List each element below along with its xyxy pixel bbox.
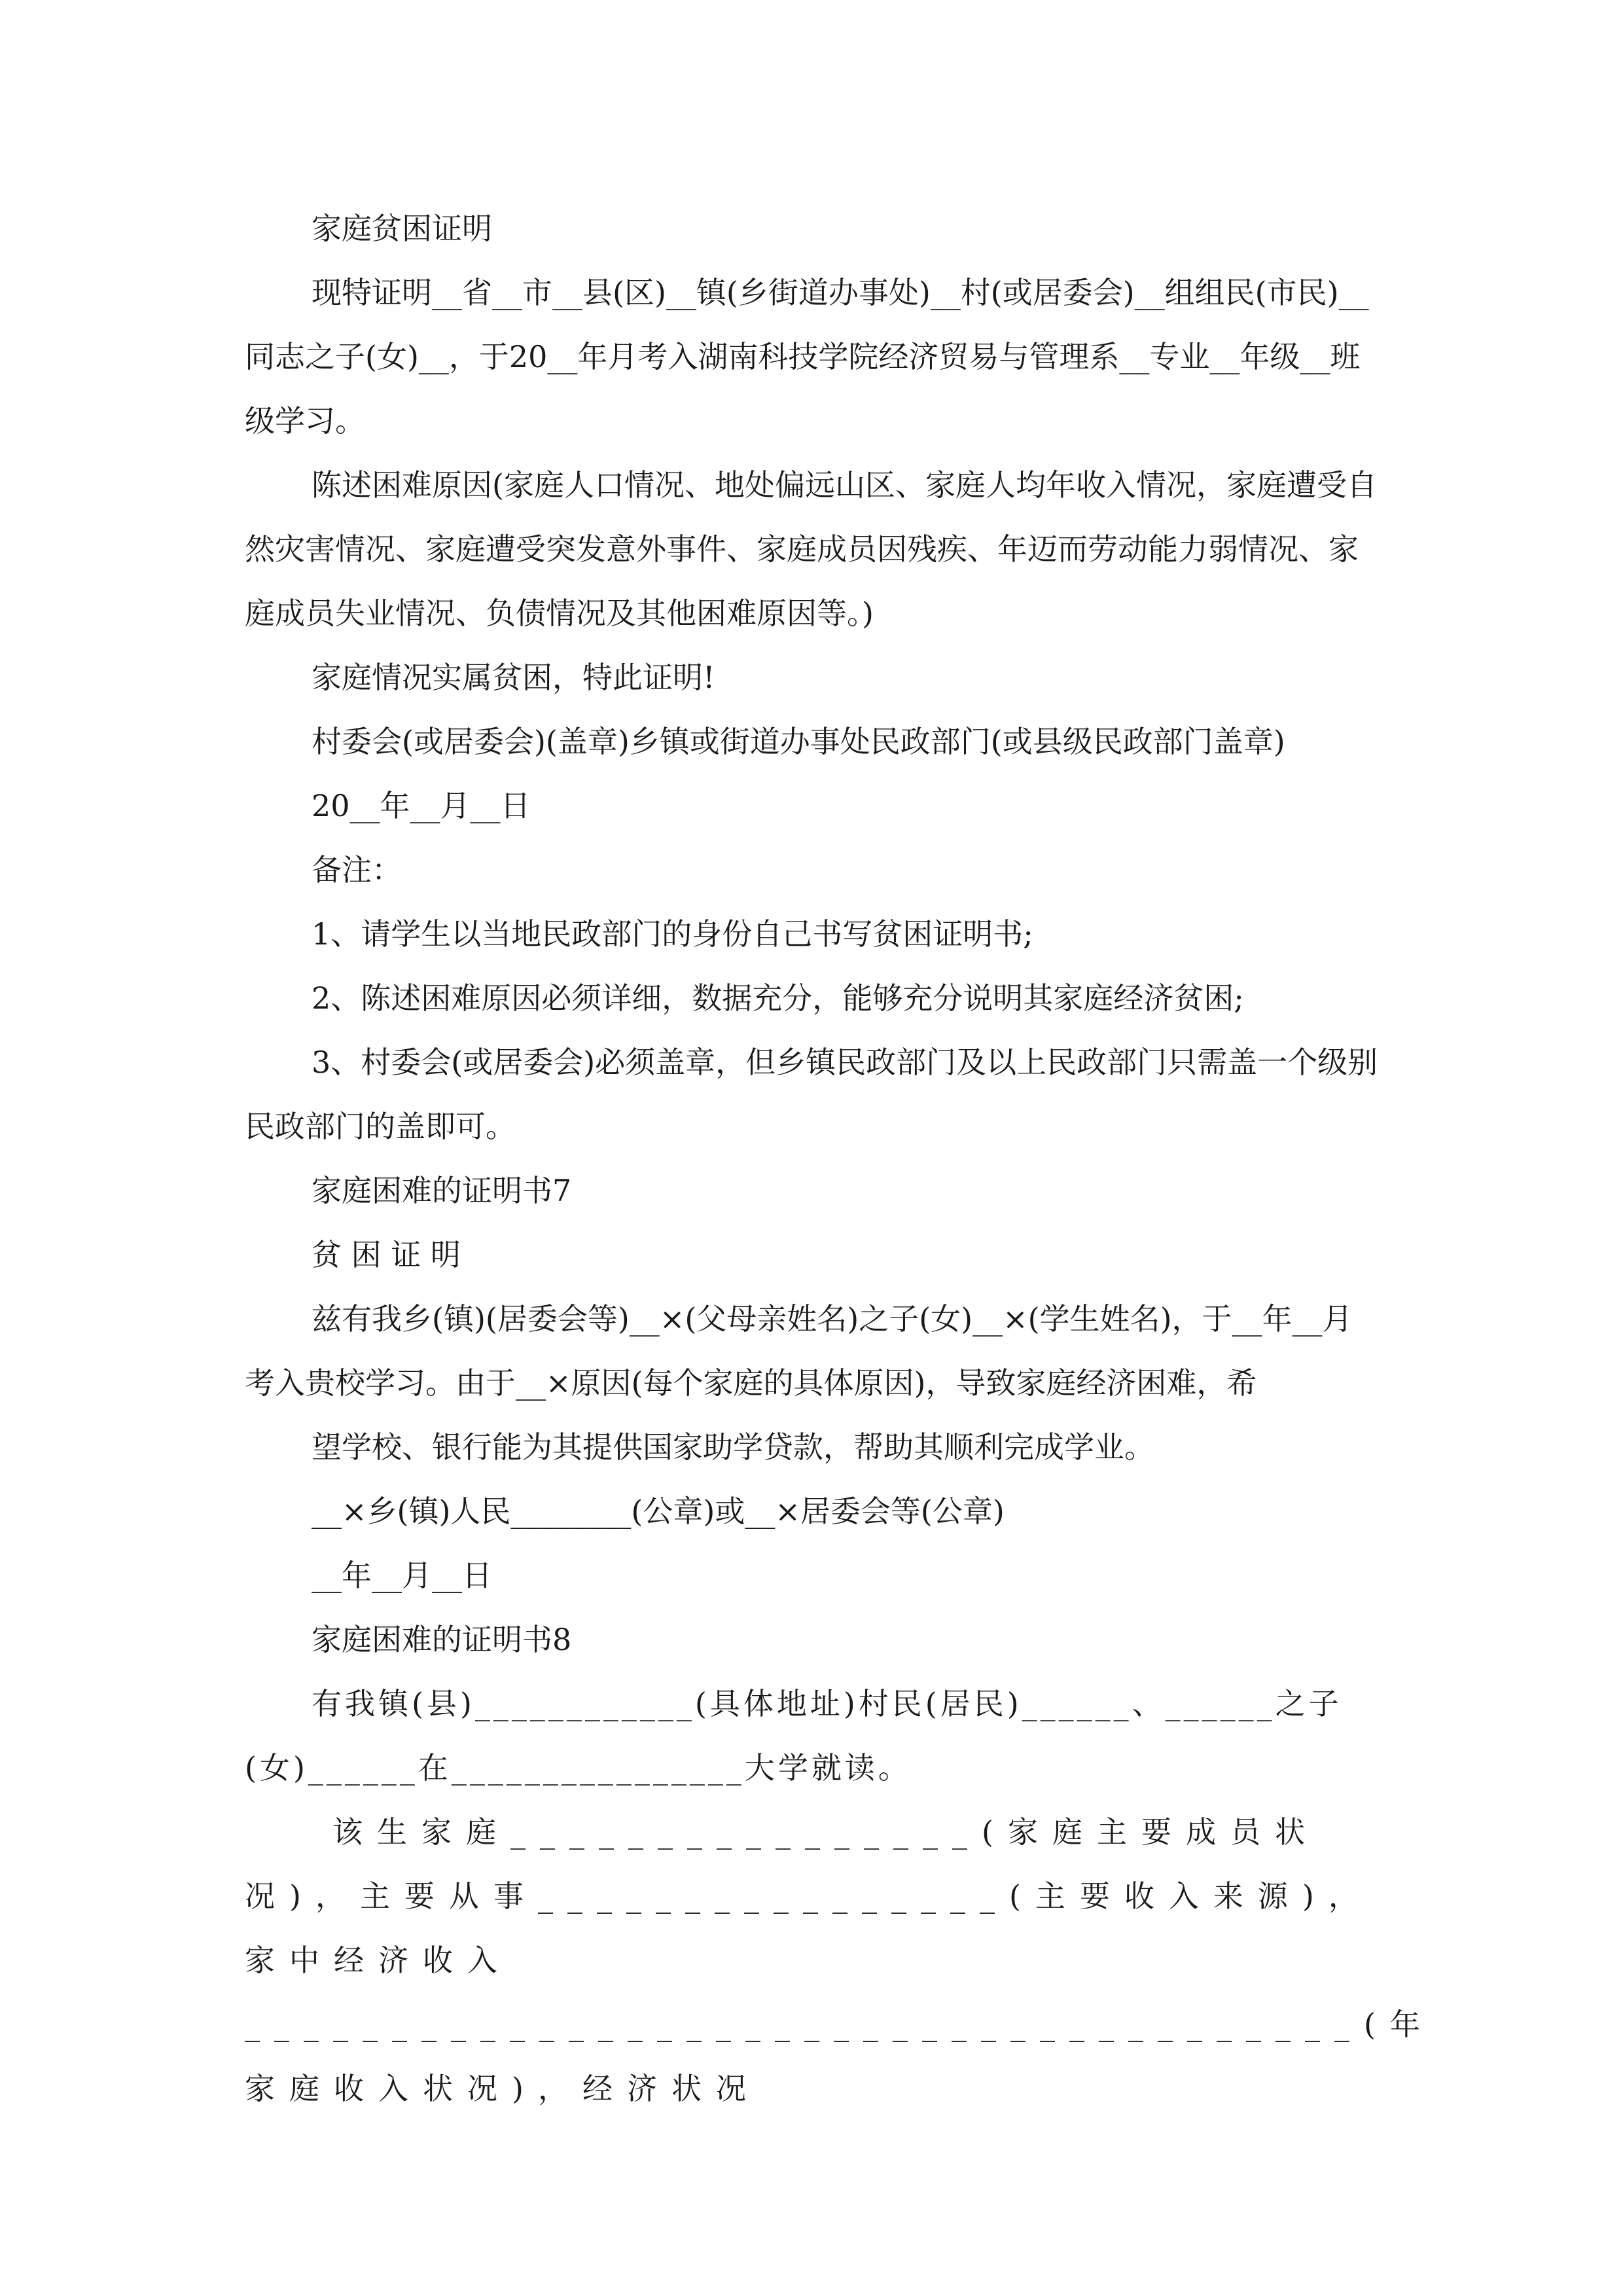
date-line: 20__年__月__日 xyxy=(312,788,531,823)
paragraph-residence-statement: 有我镇(县)____________(具体地址)村民(居民)______、______之子(女)______在________________大学就读。 xyxy=(245,1686,1342,1785)
paragraph-stamp-authorities: 村委会(或居委会)(盖章)乡镇或街道办事处民政部门(或县级民政部门盖章) xyxy=(312,724,1285,759)
section-title-certificate-8: 家庭困难的证明书8 xyxy=(312,1622,572,1657)
paragraph-certification-statement: 家庭情况实属贫困，特此证明! xyxy=(312,660,715,695)
paragraph-difficulty-reasons: 陈述困难原因(家庭人口情况、地处偏远山区、家庭人均年收入情况，家庭遭受自然灾害情况、家庭遭受突发意外事件、家庭成员因残疾、年迈而劳动能力弱情况、家庭成员失业情况、负债情况及其他困难原因等。) xyxy=(245,467,1377,631)
paragraph-family-income: 该生家庭________________(家庭主要成员状况)，主要从事________________(主要收入来源)，家中经济收入______________________________________(年家庭收入状况)，经济状况 xyxy=(245,1814,1435,2106)
section-title-poverty-proof: 家庭贫困证明 xyxy=(312,211,492,246)
document-body xyxy=(245,196,1435,2121)
notes-heading: 备注： xyxy=(312,852,402,888)
paragraph-official-seal: __×乡(镇)人民________(公章)或__×居委会等(公章) xyxy=(312,1494,1005,1529)
paragraph-loan-request: 望学校、银行能为其提供国家助学贷款，帮助其顺利完成学业。 xyxy=(312,1429,1154,1465)
date-line-2: __年__月__日 xyxy=(312,1558,492,1593)
note-item-1: 1、请学生以当地民政部门的身份自己书写贫困证明书; xyxy=(312,916,1033,952)
note-item-2: 2、陈述困难原因必须详细，数据充分，能够充分说明其家庭经济贫困; xyxy=(312,980,1244,1016)
section-title-certificate-7: 家庭困难的证明书7 xyxy=(312,1173,572,1208)
paragraph-enrollment-statement: 兹有我乡(镇)(居委会等)__×(父母亲姓名)之子(女)__×(学生姓名)，于__年__月考入贵校学习。由于__×原因(每个家庭的具体原因)，导致家庭经济困难，希 xyxy=(245,1301,1353,1401)
heading-poverty-proof-spaced: 贫 困 证 明 xyxy=(312,1237,461,1272)
note-item-3: 3、村委会(或居委会)必须盖章，但乡镇民政部门及以上民政部门只需盖一个级别民政部门的盖即可。 xyxy=(245,1045,1378,1144)
paragraph-certify-student: 现特证明__省__市__县(区)__镇(乡街道办事处)__村(或居委会)__组组民(市民)__同志之子(女)__，于20__年月考入湖南科技学院经济贸易与管理系__专业__年级__班级学习。 xyxy=(245,275,1369,439)
